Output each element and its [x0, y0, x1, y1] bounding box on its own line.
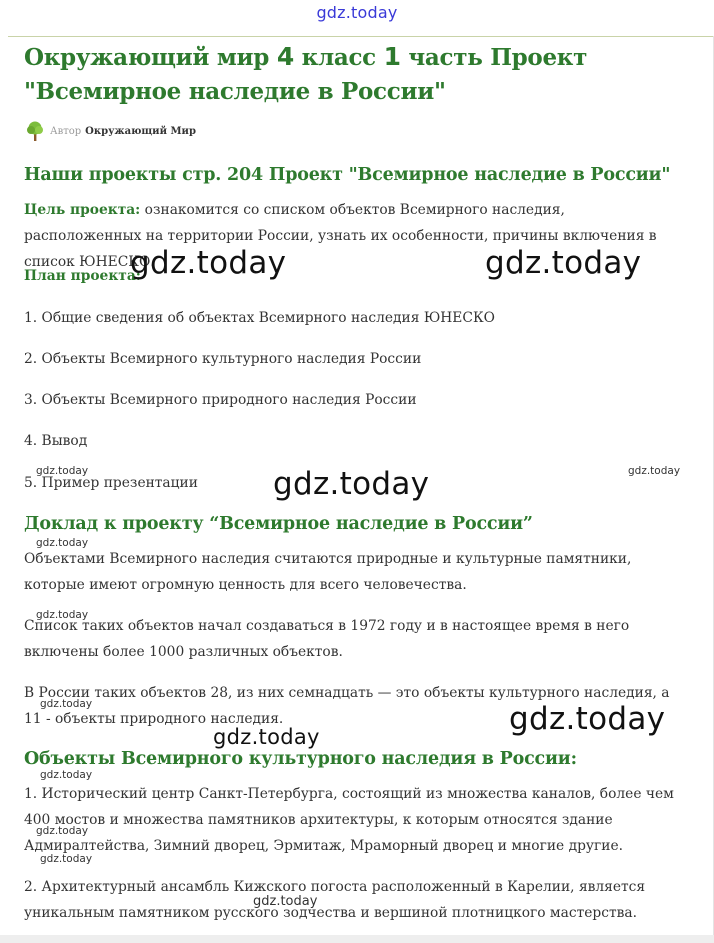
watermark-small: gdz.today [36, 825, 89, 837]
watermark: gdz.today [213, 725, 320, 749]
watermark-small: gdz.today [36, 609, 89, 621]
section-heading-cultural: Объекты Всемирного культурного наследия в России: [24, 749, 577, 769]
report-paragraph-3: В России таких объектов 28, из них семнадцать — это объекты культурного наследия, а 11 - объекты природного наследия. [24, 685, 670, 727]
plan-item-5: 5. Пример презентации [24, 475, 198, 491]
watermark-small: gdz.today [36, 537, 89, 549]
watermark: gdz.today [485, 245, 642, 281]
report-paragraph-1: Объектами Всемирного наследия считаются природные и культурные памятники, которые имеют огромную ценность для всего человечества. [24, 551, 632, 593]
title-part-number: 1 [383, 42, 401, 71]
plan-item-3: 3. Объекты Всемирного природного наследия России [24, 392, 417, 408]
watermark-small: gdz.today [40, 853, 93, 865]
page-title [24, 40, 684, 109]
watermark-small: gdz.today [628, 465, 681, 477]
tree-icon [24, 120, 46, 142]
plan-label: План проекта: [24, 268, 141, 284]
cultural-object-1: 1. Исторический центр Санкт-Петербурга, состоящий из множества каналов, более чем 400 мостов и множества памятников архитектуры, к которым относятся здание Адмиралтейства, Зимний дворец, Эрмитаж, Мраморный дворец и многие другие. [24, 786, 674, 854]
watermark: gdz.today [273, 466, 430, 502]
author-line [24, 119, 684, 143]
plan-item-4: 4. Вывод [24, 433, 88, 449]
cultural-object-2: 2. Архитектурный ансамбль Кижского погоста расположенный в Карелии, является уникальным памятником русского зодчества и вершиной плотницкого мастерства. [24, 879, 646, 921]
report-paragraph-2: Список таких объектов начал создаваться в 1972 году и в настоящее время в него включены более 1000 различных объектов. [24, 618, 630, 660]
title-grade-number: 4 [276, 42, 294, 71]
plan-item-2: 2. Объекты Всемирного культурного наследия России [24, 351, 422, 367]
title-text-2: класс [293, 44, 384, 71]
watermark-small: gdz.today [36, 465, 89, 477]
title-text-1: Окружающий мир [24, 44, 277, 71]
section-heading-report: Доклад к проекту “Всемирное наследие в России” [24, 514, 533, 534]
title-line-2: "Всемирное наследие в России" [24, 78, 446, 105]
watermark: gdz.today [509, 701, 666, 737]
article [24, 40, 684, 143]
page-bottom-band [0, 935, 714, 943]
watermark-small: gdz.today [40, 698, 93, 710]
watermark-small: gdz.today [40, 769, 93, 781]
author-name[interactable]: Окружающий Мир [85, 125, 196, 137]
header-divider [8, 36, 714, 37]
goal-label: Цель проекта: [24, 202, 141, 218]
watermark-small: gdz.today [253, 894, 318, 909]
title-text-3: часть Проект [400, 44, 588, 71]
watermark: gdz.today [130, 245, 287, 281]
section-heading-project: Наши проекты стр. 204 Проект "Всемирное наследие в России" [24, 165, 671, 185]
goal-text: ознакомится со списком объектов Всемирного наследия, расположенных на территории России, узнать их особенности, причины включения в список ЮНЕСКО. [24, 202, 657, 270]
author-label: Автор [50, 125, 82, 137]
site-logo[interactable]: gdz.today [316, 3, 398, 22]
plan-item-1: 1. Общие сведения об объектах Всемирного наследия ЮНЕСКО [24, 310, 495, 326]
